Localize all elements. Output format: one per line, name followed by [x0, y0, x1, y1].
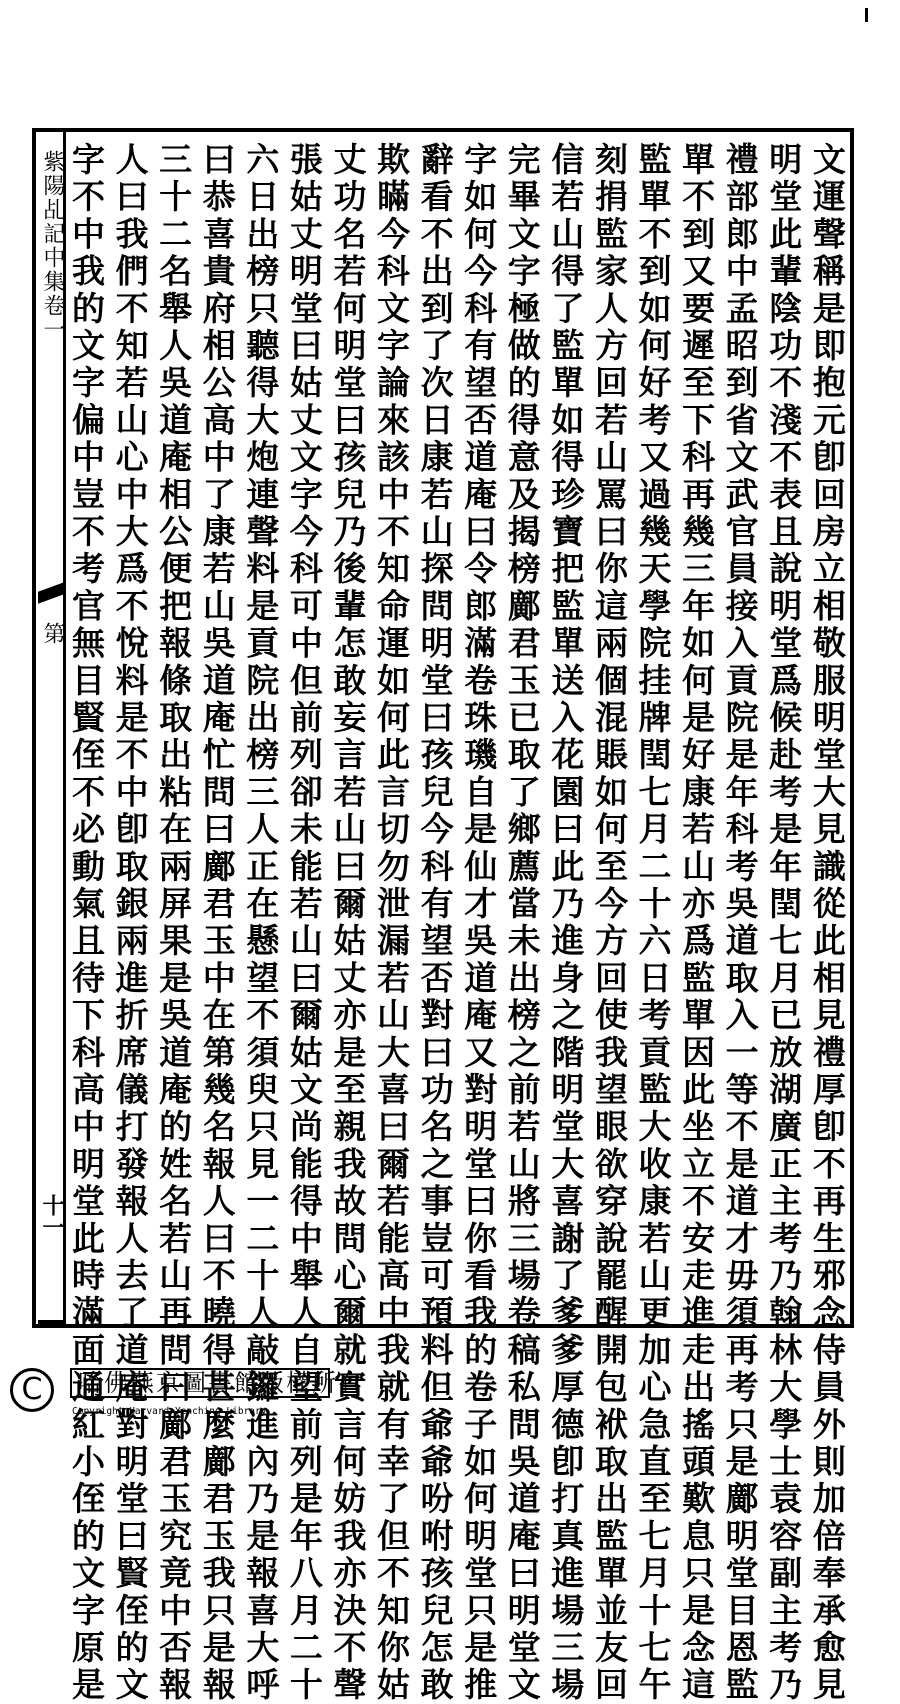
text-column-1: 文運聲稱是即抱元卽回房立相敬服明堂大見識從此相見禮厚卽不再生邪念侍員外則加倍奉承愈見 [807, 142, 847, 1704]
copyright-chinese: 哈佛燕京圖書館版權所有 [70, 1368, 330, 1398]
text-column-4: 單不到又要遲至下科再幾三年如何是好康若山亦爲監單因此坐立不安走進走出搖頭歎息只是念這 [677, 142, 717, 1704]
text-column-18: 字不中我的文字偏中豈不考官無目賢侄不必動氣且待下科高中明堂此時滿面通紅小侄的文字原是 [67, 142, 106, 1704]
text-column-11: 欺瞞今科文字論來該中不知命運如何此言切勿泄漏若山大喜曰爾若能高中我就有幸了但不知你姑 [372, 142, 412, 1704]
text-column-2: 明堂此輩陰功不淺不表且說明堂爲候赴考是年閏七月已放湖廣正主考乃翰林大學士袁容副主考乃 [764, 142, 804, 1704]
text-column-3: 禮部郎中孟昭到省文武官員接入貢院是年科考吳道取入一等不是道才毋須再考只是鄺明堂目恩監 [720, 142, 760, 1704]
text-column-10: 辭看不出到了次日康若山探問明堂曰孩兒今科有望否對曰功名之事豈可預料但爺爺吩咐孩兒怎敢 [415, 142, 455, 1704]
fishtail-mark-icon [38, 582, 64, 603]
text-column-6: 刻捐監家人方回若山罵曰你這兩個混賬如何至今方回使我望眼欲穿說罷醒開包袱取出監單並友回 [589, 142, 629, 1704]
margin-book-title: 紫陽乩記中集卷一 [40, 150, 65, 342]
text-column-14: 六日出榜只聽得大炮連聲料是貢院出榜三人正在懸望不須臾只見一二十人敲鑼進內乃是報喜大呼 [241, 142, 281, 1704]
margin-chapter: 第 [40, 622, 65, 644]
text-column-7: 信若山得了監單如得珍寶把監單送入花園曰此乃進身之階明堂大喜謝了爹爹厚德卽打真進場三場 [546, 142, 586, 1704]
copyright-icon: C [10, 1368, 54, 1412]
text-column-12: 丈功名若何明堂曰孩兒乃後輩怎敢妄言若山曰爾姑丈亦是至親我故問心爾就實言何妨我亦決不聲 [328, 142, 368, 1704]
margin-bottom-mark [38, 1302, 64, 1324]
text-column-15: 曰恭喜貴府相公高中了康若山吳道庵忙問曰鄺君玉中在第幾名報人曰不曉得甚麼鄺君玉我只是報 [197, 142, 237, 1704]
text-column-8: 完畢文字極做的得意及揭榜鄺君玉已取了鄉薦當未出榜之前若山將三場卷稿私問吳道庵曰明堂文 [502, 142, 542, 1704]
center-margin [32, 132, 66, 1324]
copyright-english: Copyright Harvard-Yenching Library [72, 1406, 267, 1417]
text-column-9: 字如何今科有望否道庵曰令郎滿卷珠璣自是仙才吳道庵又對明堂曰你看我的卷子如何明堂只是推 [459, 142, 499, 1704]
margin-page-number: 十一 [39, 1194, 64, 1238]
corner-tick-mark [865, 8, 868, 22]
text-column-13: 張姑丈明堂曰姑丈文字今科可中但前列卻未能若山曰爾姑文尚能得中舉人自望前列是年八月二十 [284, 142, 324, 1704]
text-column-16: 三十二名舉人吳道庵相公便把報條取出粘在兩屏果是吳道庵的姓名若山再問曰鄺君玉究竟中否報 [154, 142, 194, 1704]
text-column-5: 監單不到如何好考又過幾天學院挂牌閏七月二十六日考貢監大收康若山更加心急直至七月十七午 [633, 142, 673, 1704]
copyright-footer [10, 1364, 364, 1430]
text-column-17: 人曰我們不知若山心中大爲不悅料是不中卽取銀兩進折席儀打發報人去了道庵對明堂曰賢侄的文 [110, 142, 150, 1704]
